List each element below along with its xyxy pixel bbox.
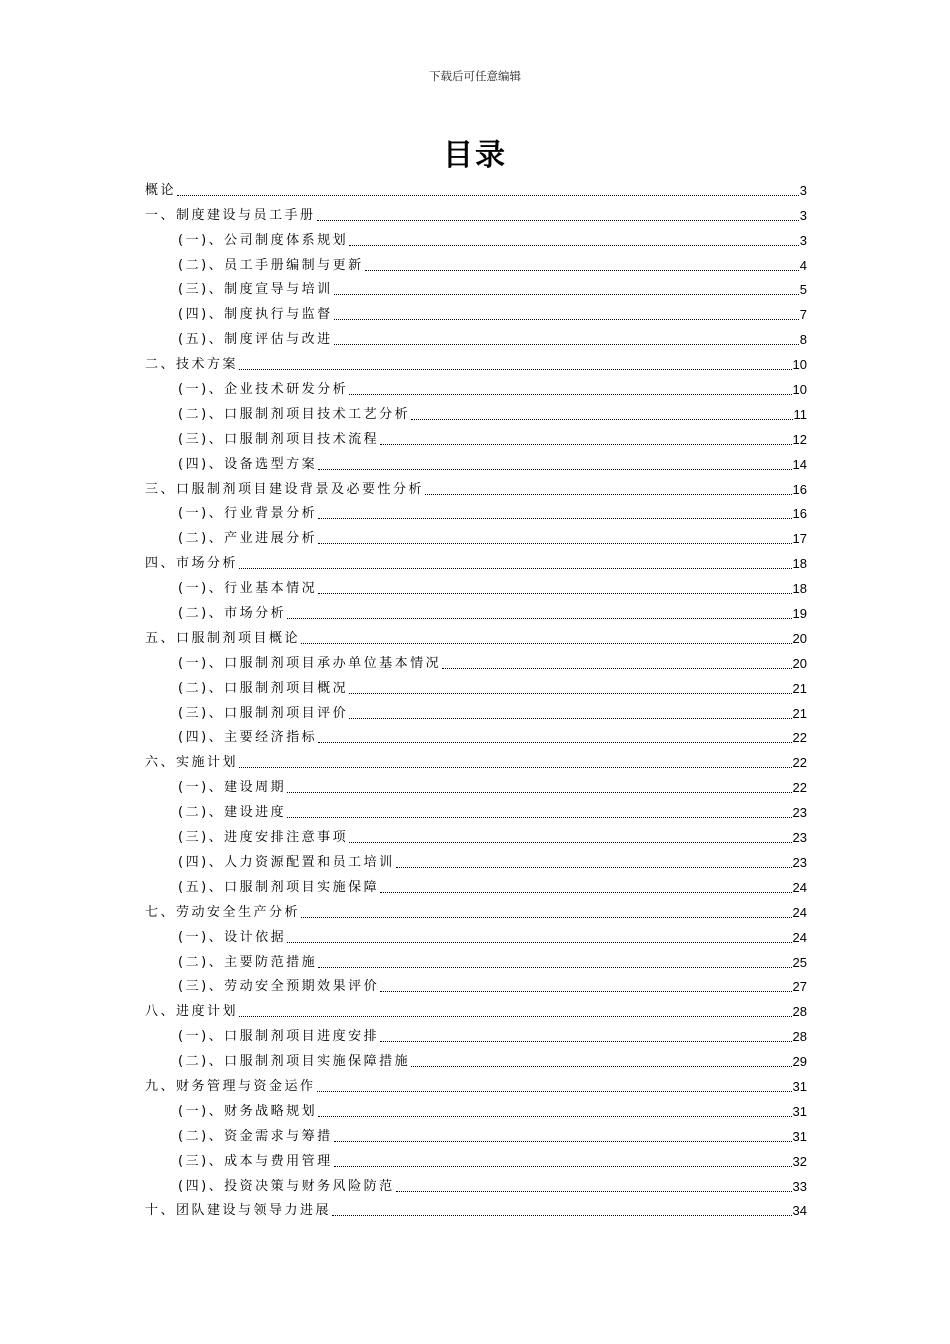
toc-subentry[interactable] <box>145 1096 807 1121</box>
toc-page-number: 17 <box>792 531 807 547</box>
toc-entry-label: 一、制度建设与员工手册 <box>145 207 316 223</box>
toc-page-number: 27 <box>792 979 807 995</box>
toc-entry-label: (二)、资金需求与筹措 <box>178 1128 333 1144</box>
toc-subentry[interactable] <box>145 250 807 275</box>
page-title: 目录 <box>443 138 507 173</box>
toc-page-number: 5 <box>799 282 807 298</box>
toc-dot-leader <box>239 369 792 370</box>
toc-page-number: 24 <box>792 904 807 920</box>
toc-entry-label: (二)、产业进展分析 <box>178 531 318 547</box>
toc-page-number: 32 <box>792 1153 807 1169</box>
toc-dot-leader <box>334 1141 792 1142</box>
toc-dot-leader <box>380 1041 791 1042</box>
toc-dot-leader <box>396 1191 792 1192</box>
toc-entry[interactable] <box>145 474 807 499</box>
toc-subentry[interactable] <box>145 822 807 847</box>
toc-dot-leader <box>301 917 792 918</box>
toc-entry-label: 三、口服制剂项目建设背景及必要性分析 <box>145 481 425 497</box>
toc-subentry[interactable] <box>145 772 807 797</box>
toc-dot-leader <box>301 643 792 644</box>
toc-entry-label: (三)、进度安排注意事项 <box>178 830 349 846</box>
toc-dot-leader <box>318 1116 791 1117</box>
toc-page-number: 21 <box>792 680 807 696</box>
toc-entry-label: 十、团队建设与领导力进展 <box>145 1203 332 1219</box>
toc-dot-leader <box>318 543 791 544</box>
toc-dot-leader <box>396 867 792 868</box>
toc-page-number: 20 <box>792 630 807 646</box>
toc-entry-label: (三)、制度宣导与培训 <box>178 282 333 298</box>
toc-entry-label: 六、实施计划 <box>145 755 239 771</box>
table-of-contents <box>145 175 807 1220</box>
toc-page-number: 34 <box>792 1203 807 1219</box>
toc-entry-label: (一)、财务战略规划 <box>178 1103 318 1119</box>
toc-entry-label: (一)、行业背景分析 <box>178 506 318 522</box>
toc-dot-leader <box>287 817 791 818</box>
toc-page-number: 28 <box>792 1029 807 1045</box>
toc-entry-label: (二)、市场分析 <box>178 606 287 622</box>
toc-subentry[interactable] <box>145 499 807 524</box>
toc-subentry[interactable] <box>145 225 807 250</box>
toc-subentry[interactable] <box>145 424 807 449</box>
toc-page-number: 3 <box>799 182 807 198</box>
toc-dot-leader <box>334 344 799 345</box>
toc-dot-leader <box>380 444 791 445</box>
toc-entry[interactable] <box>145 1196 807 1221</box>
toc-entry-label: (一)、口服制剂项目承办单位基本情况 <box>178 655 442 671</box>
toc-entry-label: (二)、口服制剂项目实施保障措施 <box>178 1054 411 1070</box>
toc-dot-leader <box>334 294 799 295</box>
toc-subentry[interactable] <box>145 947 807 972</box>
toc-page-number: 23 <box>792 854 807 870</box>
toc-page-number: 22 <box>792 730 807 746</box>
toc-entry-label: (一)、公司制度体系规划 <box>178 232 349 248</box>
toc-dot-leader <box>411 1066 791 1067</box>
toc-entry-label: (四)、人力资源配置和员工培训 <box>178 854 395 870</box>
toc-subentry[interactable] <box>145 723 807 748</box>
toc-dot-leader <box>318 593 791 594</box>
toc-dot-leader <box>177 195 799 196</box>
header-note: 下载后可任意编辑 <box>429 69 521 83</box>
toc-subentry[interactable] <box>145 299 807 324</box>
toc-subentry[interactable] <box>145 673 807 698</box>
toc-page-number: 18 <box>792 581 807 597</box>
toc-entry-label: (一)、设计依据 <box>178 929 287 945</box>
toc-entry-label: (四)、设备选型方案 <box>178 456 318 472</box>
toc-entry-label: (三)、口服制剂项目技术流程 <box>178 431 380 447</box>
toc-entry[interactable] <box>145 175 807 200</box>
toc-subentry[interactable] <box>145 523 807 548</box>
toc-dot-leader <box>349 693 791 694</box>
toc-page-number: 12 <box>792 431 807 447</box>
toc-entry[interactable] <box>145 897 807 922</box>
toc-entry[interactable] <box>145 548 807 573</box>
toc-entry-label: 二、技术方案 <box>145 357 239 373</box>
toc-page-number: 19 <box>792 606 807 622</box>
toc-page-number: 8 <box>799 332 807 348</box>
toc-entry-label: 四、市场分析 <box>145 556 239 572</box>
toc-dot-leader <box>411 419 792 420</box>
toc-subentry[interactable] <box>145 1021 807 1046</box>
toc-dot-leader <box>380 991 791 992</box>
toc-entry-label: (四)、制度执行与监督 <box>178 307 333 323</box>
toc-subentry[interactable] <box>145 922 807 947</box>
toc-subentry[interactable] <box>145 1121 807 1146</box>
toc-entry[interactable] <box>145 349 807 374</box>
toc-subentry[interactable] <box>145 598 807 623</box>
toc-entry-label: 八、进度计划 <box>145 1004 239 1020</box>
toc-dot-leader <box>349 842 791 843</box>
toc-page-number: 31 <box>792 1128 807 1144</box>
toc-page-number: 21 <box>792 705 807 721</box>
toc-entry-label: (一)、建设周期 <box>178 780 287 796</box>
toc-dot-leader <box>334 1166 792 1167</box>
toc-subentry[interactable] <box>145 399 807 424</box>
toc-entry-label: (四)、投资决策与财务风险防范 <box>178 1178 395 1194</box>
toc-entry-label: (二)、口服制剂项目技术工艺分析 <box>178 406 411 422</box>
toc-page-number: 22 <box>792 755 807 771</box>
toc-subentry[interactable] <box>145 972 807 997</box>
toc-entry-label: (一)、口服制剂项目进度安排 <box>178 1029 380 1045</box>
toc-page-number: 3 <box>799 232 807 248</box>
toc-entry-label: (一)、行业基本情况 <box>178 581 318 597</box>
toc-page-number: 33 <box>792 1178 807 1194</box>
toc-dot-leader <box>318 967 791 968</box>
toc-dot-leader <box>239 767 792 768</box>
toc-entry-label: 七、劳动安全生产分析 <box>145 904 301 920</box>
toc-page-number: 24 <box>792 879 807 895</box>
toc-dot-leader <box>287 942 791 943</box>
toc-page-number: 28 <box>792 1004 807 1020</box>
toc-page-number: 16 <box>792 481 807 497</box>
toc-subentry[interactable] <box>145 797 807 822</box>
toc-dot-leader <box>318 469 791 470</box>
toc-subentry[interactable] <box>145 1171 807 1196</box>
toc-page-number: 14 <box>792 456 807 472</box>
toc-entry[interactable] <box>145 200 807 225</box>
toc-subentry[interactable] <box>145 374 807 399</box>
toc-page-number: 4 <box>799 257 807 273</box>
toc-entry-label: (二)、员工手册编制与更新 <box>178 257 364 273</box>
toc-page-number: 10 <box>792 357 807 373</box>
toc-entry-label: (三)、口服制剂项目评价 <box>178 705 349 721</box>
toc-entry-label: (三)、成本与费用管理 <box>178 1153 333 1169</box>
toc-dot-leader <box>332 1215 792 1216</box>
toc-subentry[interactable] <box>145 1046 807 1071</box>
toc-dot-leader <box>239 568 792 569</box>
toc-dot-leader <box>317 220 799 221</box>
toc-page-number: 23 <box>792 805 807 821</box>
toc-entry-label: 五、口服制剂项目概论 <box>145 630 301 646</box>
toc-entry-label: (二)、主要防范措施 <box>178 954 318 970</box>
toc-page-number: 31 <box>792 1078 807 1094</box>
toc-dot-leader <box>318 518 791 519</box>
toc-dot-leader <box>349 245 799 246</box>
toc-page-number: 20 <box>792 655 807 671</box>
toc-entry[interactable] <box>145 747 807 772</box>
toc-entry-label: 概论 <box>145 182 177 198</box>
toc-subentry[interactable] <box>145 449 807 474</box>
toc-dot-leader <box>380 892 791 893</box>
toc-page-number: 25 <box>792 954 807 970</box>
toc-entry[interactable] <box>145 996 807 1021</box>
toc-page-number: 24 <box>792 929 807 945</box>
toc-entry-label: (二)、口服制剂项目概况 <box>178 680 349 696</box>
toc-page-number: 16 <box>792 506 807 522</box>
toc-subentry[interactable] <box>145 648 807 673</box>
toc-dot-leader <box>318 742 791 743</box>
toc-dot-leader <box>239 1016 792 1017</box>
toc-dot-leader <box>334 319 799 320</box>
toc-entry-label: (二)、建设进度 <box>178 805 287 821</box>
toc-subentry[interactable] <box>145 872 807 897</box>
toc-subentry[interactable] <box>145 275 807 300</box>
toc-page-number: 31 <box>792 1103 807 1119</box>
toc-entry-label: (五)、口服制剂项目实施保障 <box>178 879 380 895</box>
toc-dot-leader <box>349 394 791 395</box>
toc-subentry[interactable] <box>145 1146 807 1171</box>
toc-entry-label: (一)、企业技术研发分析 <box>178 382 349 398</box>
toc-subentry[interactable] <box>145 698 807 723</box>
toc-entry-label: (五)、制度评估与改进 <box>178 332 333 348</box>
toc-page-number: 7 <box>799 307 807 323</box>
toc-dot-leader <box>425 494 792 495</box>
toc-dot-leader <box>287 618 791 619</box>
toc-page-number: 29 <box>792 1054 807 1070</box>
toc-dot-leader <box>317 1091 792 1092</box>
toc-entry[interactable] <box>145 1071 807 1096</box>
toc-subentry[interactable] <box>145 573 807 598</box>
toc-dot-leader <box>365 270 799 271</box>
toc-page-number: 22 <box>792 780 807 796</box>
toc-page-number: 10 <box>792 382 807 398</box>
toc-dot-leader <box>287 792 791 793</box>
toc-page-number: 11 <box>793 406 807 422</box>
toc-entry[interactable] <box>145 623 807 648</box>
toc-page-number: 23 <box>792 830 807 846</box>
toc-entry-label: (四)、主要经济指标 <box>178 730 318 746</box>
toc-page-number: 3 <box>799 207 807 223</box>
toc-dot-leader <box>349 718 791 719</box>
toc-subentry[interactable] <box>145 847 807 872</box>
toc-dot-leader <box>442 668 791 669</box>
toc-entry-label: (三)、劳动安全预期效果评价 <box>178 979 380 995</box>
toc-page-number: 18 <box>792 556 807 572</box>
toc-subentry[interactable] <box>145 324 807 349</box>
toc-entry-label: 九、财务管理与资金运作 <box>145 1078 316 1094</box>
